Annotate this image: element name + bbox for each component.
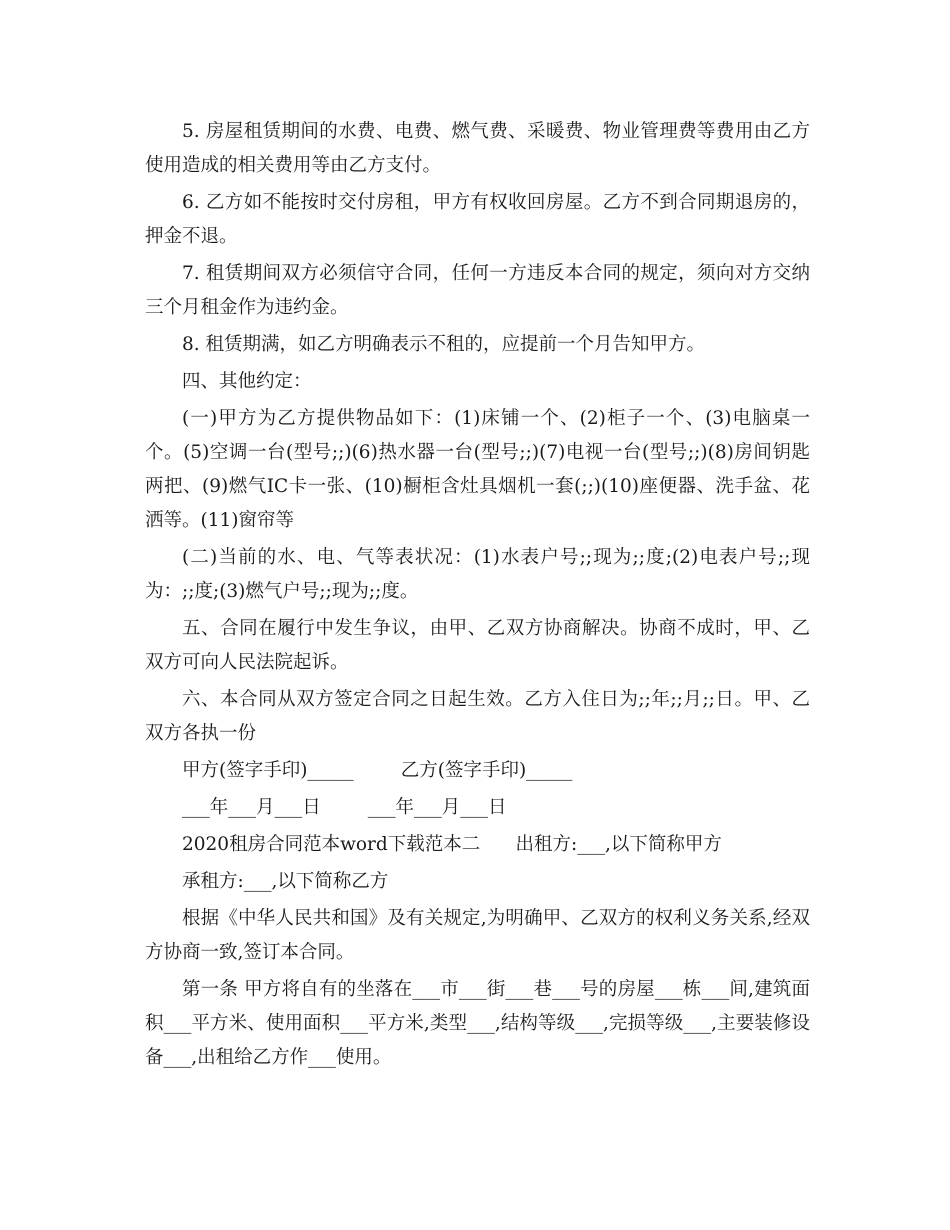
template-two-title: 2020租房合同范本word下载范本二 出租方:___,以下简称甲方 [182, 834, 722, 855]
document-body [145, 115, 810, 1078]
section-6-effective: 六、本合同从双方签定合同之日起生效。乙方入住日为;;年;;月;;日。甲、乙双方各执一份 [145, 689, 810, 744]
item-list-paragraph: (一)甲方为乙方提供物品如下：(1)床铺一个、(2)柜子一个、(3)电脑桌一个。(5)空调一台(型号;;)(6)热水器一台(型号;;)(7)电视一台(型号;;)(8)房间钥匙两把、(9)燃气IC卡一张、(10)橱柜含灶具烟机一套(;;)(10)座便器、洗手盆、花洒等。(11)窗帘等 [145, 408, 810, 531]
tenant-line: 承租方:___,以下简称乙方 [182, 871, 389, 892]
date-line: ___年___月___日 ___年___月___日 [182, 797, 507, 818]
clause-5-utilities: 5. 房屋租赁期间的水费、电费、燃气费、采暖费、物业管理费等费用由乙方使用造成的相关费用等由乙方支付。 [145, 121, 810, 176]
clause-6-rent-payment: 6. 乙方如不能按时交付房租，甲方有权收回房屋。乙方不到合同期退房的，押金不退。 [145, 192, 810, 247]
signature-line: 甲方(签字手印)_____ 乙方(签字手印)_____ [182, 760, 573, 781]
section-4-heading: 四、其他约定： [182, 371, 312, 392]
clause-7-breach: 7. 租赁期间双方必须信守合同，任何一方违反本合同的规定，须向对方交纳三个月租金作为违约金。 [145, 263, 810, 318]
preamble-paragraph: 根据《中华人民共和国》及有关规定,为明确甲、乙双方的权利义务关系,经双方协商一致,签订本合同。 [145, 908, 810, 963]
article-one-paragraph: 第一条 甲方将自有的坐落在___市___街___巷___号的房屋___栋___间,建筑面积___平方米、使用面积___平方米,类型___,结构等级___,完损等级___,主要装修设备___,出租给乙方作___使用。 [145, 979, 810, 1068]
clause-8-expiry: 8. 租赁期满，如乙方明确表示不租的，应提前一个月告知甲方。 [182, 334, 706, 355]
meter-status-paragraph: (二)当前的水、电、气等表状况：(1)水表户号;;现为;;度;(2)电表户号;;现为：;;度;(3)燃气户号;;现为;;度。 [145, 547, 810, 602]
section-5-dispute: 五、合同在履行中发生争议，由甲、乙双方协商解决。协商不成时，甲、乙双方可向人民法院起诉。 [145, 618, 810, 673]
